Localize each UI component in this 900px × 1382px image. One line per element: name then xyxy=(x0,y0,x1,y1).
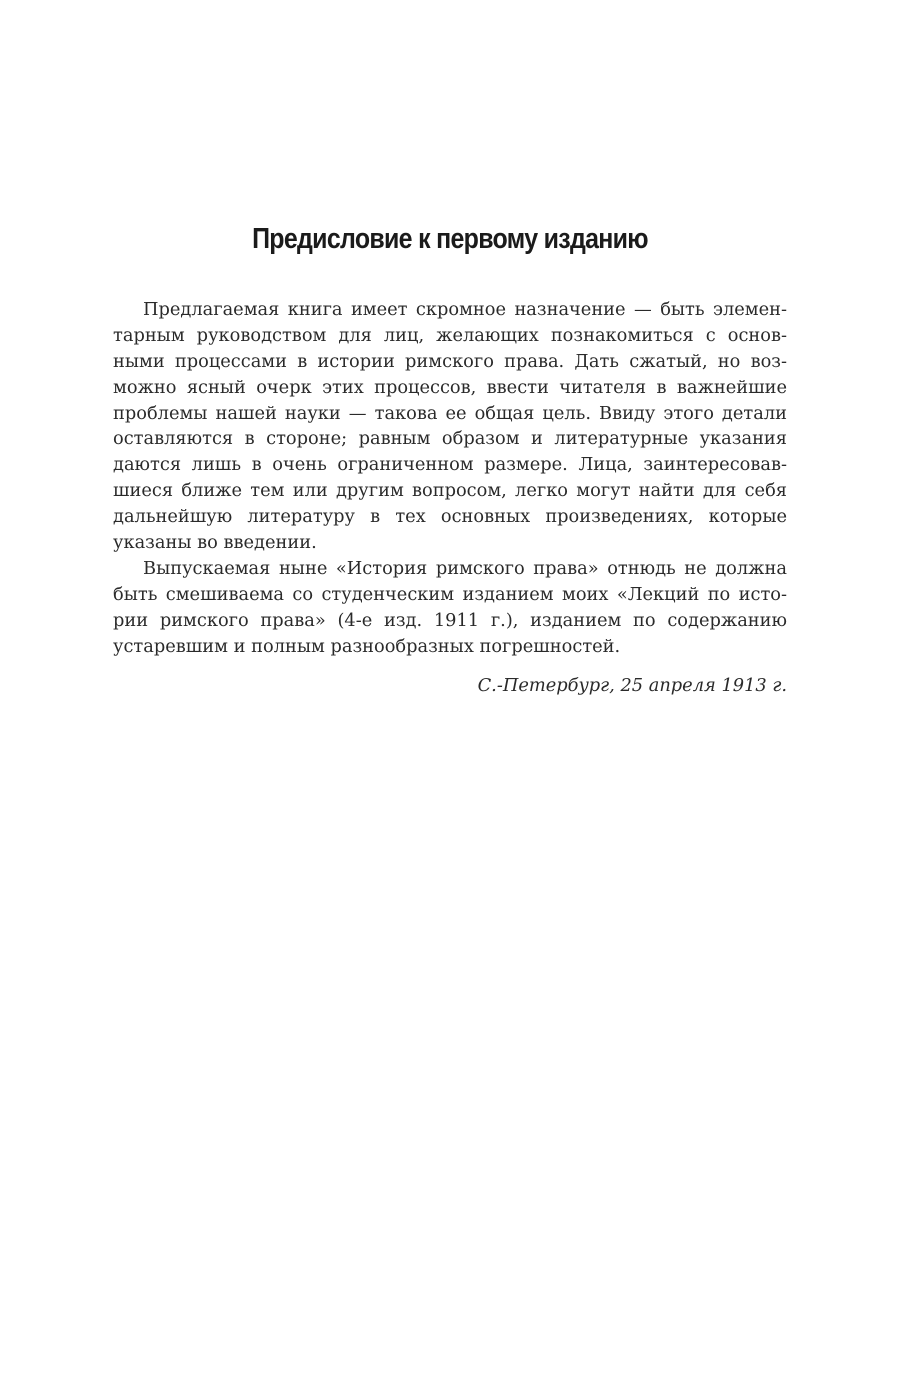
paragraph-2-line: Выпускаемая ныне «История римского права» отнюдь не должна xyxy=(143,557,787,579)
page-title: Предисловие к первому изданию xyxy=(252,223,648,255)
paragraph-1-line: оставляются в стороне; равным образом и литературные указания xyxy=(113,428,787,450)
signature-place-date: С.-Петербург, 25 апреля 1913 г. xyxy=(477,675,787,696)
paragraph-1-line: можно ясный очерк этих процессов, ввести читателя в важнейшие xyxy=(113,376,787,398)
paragraph-1-line: Предлагаемая книга имеет скромное назначение — быть элемен- xyxy=(143,299,787,320)
paragraph-1-line: дальнейшую литературу в тех основных произведениях, которые xyxy=(113,506,787,528)
paragraph-1-line: даются лишь в очень ограниченном размере. Лица, заинтересовав- xyxy=(113,454,787,476)
paragraph-2-line: устаревшим и полным разнообразных погрешностей. xyxy=(113,635,621,657)
paragraph-1-line: шиеся ближе тем или другим вопросом, легко могут найти для себя xyxy=(113,480,787,502)
paragraph-1-line: ными процессами в истории римского права. Дать сжатый, но воз- xyxy=(113,350,787,372)
paragraph-1-line: указаны во введении. xyxy=(113,532,317,554)
preface-text xyxy=(113,297,787,659)
paragraph-2-line: быть смешиваема со студенческим изданием моих «Лекций по исто- xyxy=(113,583,787,605)
paragraph-1-line: проблемы нашей науки — такова ее общая цель. Ввиду этого детали xyxy=(113,402,787,424)
paragraph-2-line: рии римского права» (4-е изд. 1911 г.), изданием по содержанию xyxy=(113,609,787,631)
paragraph-1-line: тарным руководством для лиц, желающих познакомиться с основ- xyxy=(113,324,787,346)
